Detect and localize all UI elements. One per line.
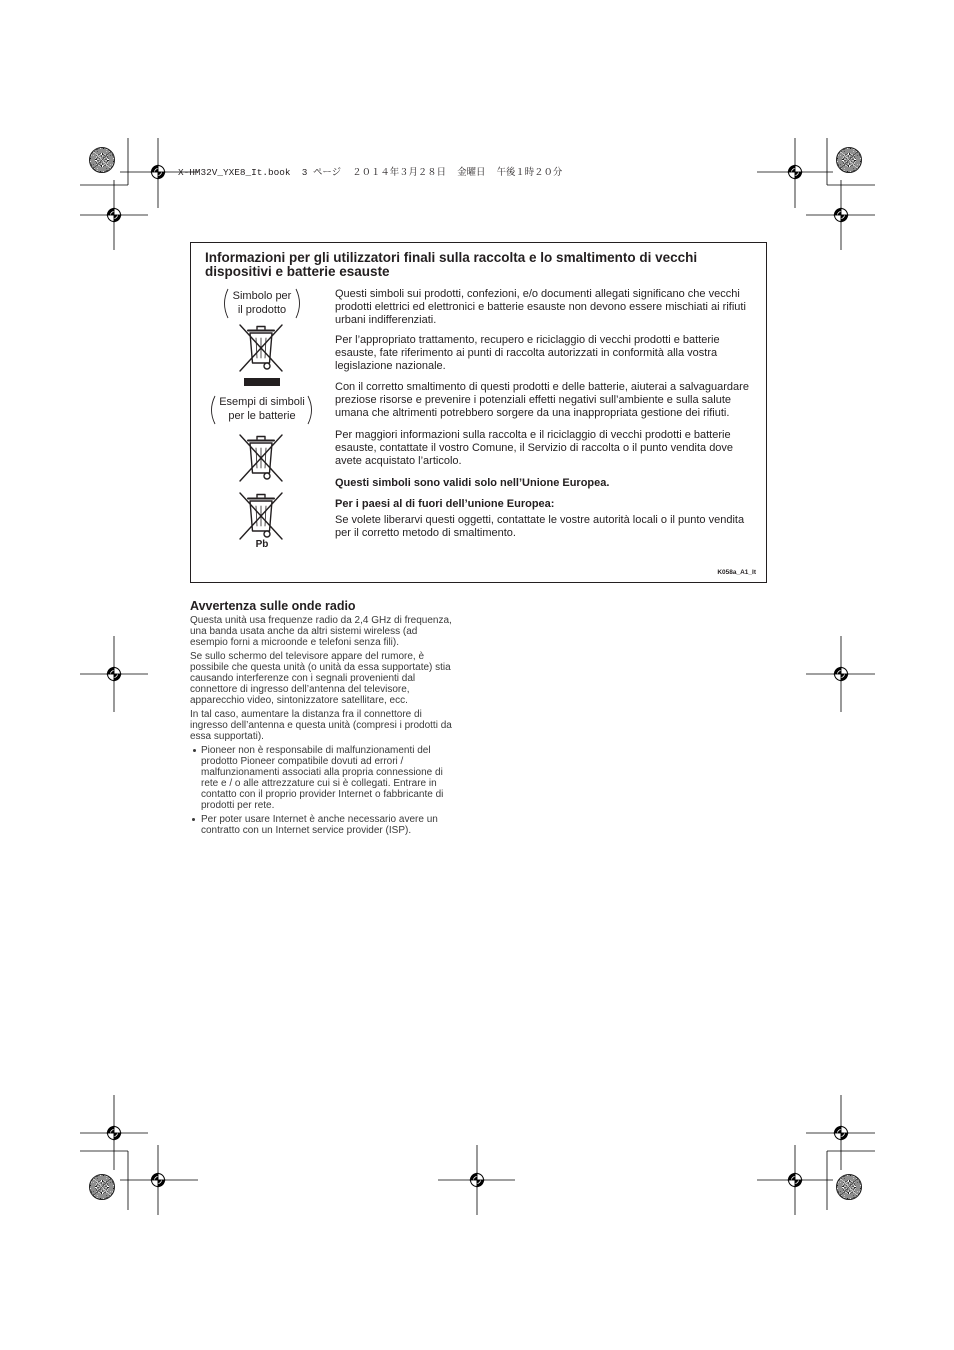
text-line: Se volete liberarvi questi oggetti, contattate le vostre autorità locali o il punto vendita: [335, 513, 745, 526]
registration-target-icon: [120, 1145, 198, 1215]
bullet-item: [201, 745, 443, 811]
disposal-paragraph: [335, 334, 720, 374]
text-line: Questa unità usa frequenze radio da 2,4 GHz di frequenza,: [190, 614, 452, 626]
text-line: Per l’appropriato trattamento, recupero e riciclaggio di vecchi prodotti e batterie: [335, 333, 720, 346]
weee-disposal-info-box: [190, 242, 767, 583]
text-line: esauste, contattate il vostro Comune, il Servizio di raccolta o il punto vendita dove: [335, 441, 734, 454]
text-line: urbani indifferenziati.: [335, 314, 437, 327]
trim-mark: [80, 1151, 128, 1210]
bullet-icon: [193, 749, 196, 752]
text-line: essa supportati).: [190, 730, 264, 742]
registration-target-icon: [80, 1095, 148, 1170]
radio-paragraph: [190, 651, 451, 706]
registration-target-icon: [80, 636, 148, 712]
battery-symbol-label-line: per le batterie: [228, 409, 296, 422]
registration-target-icon: [757, 1145, 833, 1215]
bullet-icon: [192, 818, 195, 821]
text-line: contatto con il proprio provider Internet o fabbricante di: [201, 788, 444, 800]
registration-target-icon: [757, 138, 833, 208]
registration-target-icon: [80, 180, 148, 250]
text-line: Per poter usare Internet è anche necessario avere un: [201, 813, 438, 825]
radio-paragraph: [190, 709, 452, 742]
registration-target-icon: [806, 180, 875, 250]
battery-symbol-label: [212, 396, 312, 423]
text-line: prodotto Pioneer compatibile dovuti ad errori /: [201, 755, 404, 767]
crossed-out-wheeled-bin-icon: [236, 322, 286, 374]
text-line: esempio forni a microonde e telefoni senza fili).: [190, 636, 399, 648]
pb-label: Pb: [255, 539, 269, 550]
text-line: legislazione nazionale.: [335, 360, 446, 373]
text-line: Se sullo schermo del televisore appare del rumore, è: [190, 650, 425, 662]
text-line: umana che altrimenti potrebbero sorgere da una inappropriata gestione dei rifiuti.: [335, 407, 730, 420]
product-symbol-label-line: il prodotto: [237, 303, 287, 316]
product-symbol-label: [212, 290, 312, 317]
product-symbol-label-line: Simbolo per: [232, 290, 292, 303]
radio-notice-heading: Avvertenza sulle onde radio: [190, 599, 356, 613]
text-line: ingresso dell’antenna e questa unità (compresi i prodotti da: [190, 719, 452, 731]
text-line: Per maggiori informazioni sulla raccolta e il riciclaggio di vecchi prodotti e batterie: [335, 428, 731, 441]
text-line: rete e / o alle attrezzature cui si è collegati. Entrare in: [201, 777, 437, 789]
bullet-item: [201, 814, 438, 836]
text-line: causando interferenze con i segnali provenienti dal: [190, 672, 416, 684]
document-code: K058a_A1_It: [717, 568, 756, 576]
print-header-line: X-HM32V_YXE8_It.book 3 ページ ２０１４年３月２８日 金曜日 午後１時２０分: [178, 167, 563, 178]
registration-target-icon: [806, 636, 875, 712]
box-title-line: dispositivi e batterie esauste: [205, 264, 390, 279]
text-line: avete acquistato l’articolo.: [335, 455, 462, 468]
product-bin-black-bar: [244, 378, 280, 386]
crossed-out-wheeled-bin-icon: [236, 432, 286, 484]
non-eu-heading: Per i paesi al di fuori dell’unione Europea:: [335, 497, 555, 510]
trim-mark: [80, 138, 128, 185]
text-line: per il corretto metodo di smaltimento.: [335, 526, 516, 539]
text-line: Pioneer non è responsabile di malfunzionamenti del: [201, 744, 431, 756]
text-line: contratto con un Internet service provider (ISP).: [201, 824, 412, 836]
text-line: esauste, fate riferimento ai punti di raccolta autorizzati in conformità alla vostra: [335, 346, 718, 359]
box-title-line: Informazioni per gli utilizzatori finali sulla raccolta e lo smaltimento di vecchi: [205, 250, 698, 265]
eu-validity-note: Questi simboli sono validi solo nell’Unione Europea.: [335, 476, 610, 489]
text-line: malfunzionamenti associati alla propria connessione di: [201, 766, 443, 778]
text-line: possibile che questa unità (o unità da essa supportate) stia: [190, 661, 451, 673]
text-line: una banda usata anche da altri sistemi wireless (ad: [190, 625, 418, 637]
text-line: preziose risorse e prevenire i potenziali effetti negativi sull’ambiente e sulla salute: [335, 393, 732, 406]
battery-symbol-label-line: Esempi di simboli: [219, 396, 305, 409]
text-line: Questi simboli sui prodotti, confezioni, e/o documenti allegati significano che vecchi: [335, 287, 740, 300]
text-line: In tal caso, aumentare la distanza fra il connettore di: [190, 708, 422, 720]
disposal-paragraph: [335, 288, 746, 328]
text-line: connettore di ingresso dell’antenna del televisore,: [190, 683, 410, 695]
disposal-paragraph: [335, 429, 733, 469]
trim-mark: [827, 1151, 875, 1210]
text-line: Con il corretto smaltimento di questi prodotti e delle batterie, aiuterai a salvaguardare: [335, 380, 749, 393]
trim-mark: [827, 138, 875, 185]
text-line: prodotti per rete.: [201, 799, 275, 811]
text-line: apparecchio video, sintonizzatore satellitare, ecc.: [190, 694, 408, 706]
radio-paragraph: [190, 615, 452, 648]
text-line: prodotti elettrici ed elettronici e batterie esauste non devono essere mischiati ai rifiuti: [335, 300, 746, 313]
disposal-paragraph: [335, 381, 749, 421]
non-eu-paragraph: [335, 514, 744, 541]
registration-target-icon: [438, 1145, 515, 1215]
registration-target-icon: [806, 1095, 875, 1170]
crossed-out-wheeled-bin-icon: [236, 490, 286, 542]
